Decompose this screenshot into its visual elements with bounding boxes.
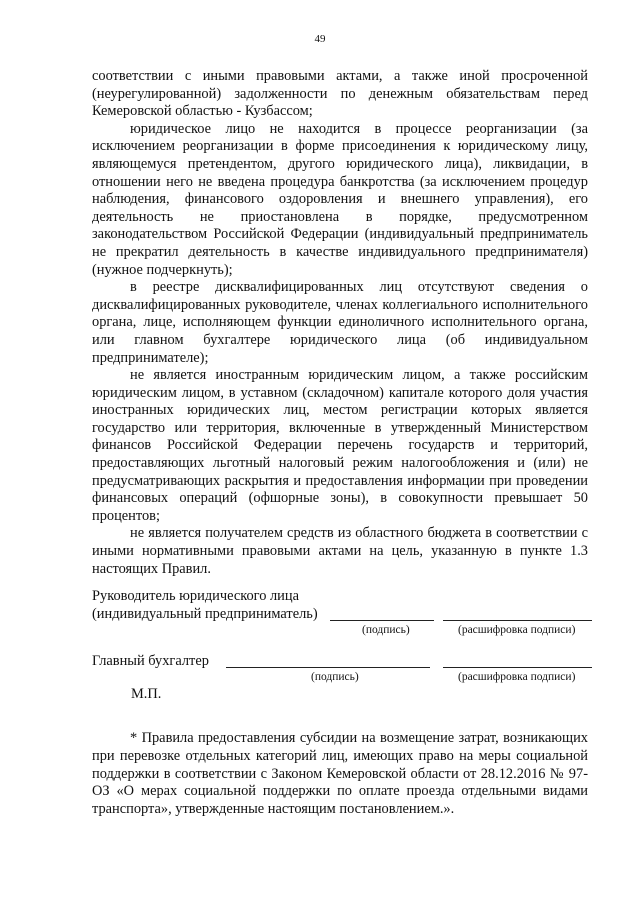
accountant-decryption-caption: (расшифровка подписи): [458, 671, 576, 683]
document-body: [92, 68, 588, 578]
paragraph-reorganization: юридическое лицо не находится в процессе реорганизации (за исключением реорганизации в форме присоединения к юридическому лицу, являющемуся претендентом, другого юридического лица), ликвидации, в отношении него не введена процедура банкротства (за исключением процедур наблюдения, финансового оздоровления и внешнего управления), его деятельность не приостановлена в порядке, предусмотренном законодательством Российской Федерации (индивидуальный предприниматель не прекратил деятельность в качестве индивидуального предпринимателя) (нужное подчеркнуть);: [92, 120, 588, 278]
paragraph-continuation: соответствии с иными правовыми актами, а также иной просроченной (неурегулированной) задолженности по денежным обязательствам перед Кемеровской областью - Кузбассом;: [92, 68, 588, 120]
accountant-label: Главный бухгалтер: [92, 653, 209, 669]
head-decryption-line[interactable]: [443, 606, 592, 621]
footnote-text: * Правила предоставления субсидии на возмещение затрат, возникающих при перевозке отдельных категорий лиц, имеющих право на меры социальной поддержки в соответствии с Законом Кемеровской области от 28.12.2016 № 97-ОЗ «О мерах социальной поддержки по оплате проезда отдельными видами транспорта», утвержденные настоящим постановлением.».: [92, 730, 588, 817]
paragraph-foreign-entity: не является иностранным юридическим лицом, а также российским юридическим лицом, в уставном (складочном) капитале которого доля участия иностранных юридических лиц, местом регистрации которых является государство или территория, включенные в утвержденный Министерством финансов Российской Федерации перечень государств и территорий, предоставляющих льготный налоговый режим налогообложения и (или) не предусматривающих раскрытия и предоставления информации при проведении финансовых операций (офшорные зоны), в совокупности превышает 50 процентов;: [92, 367, 588, 524]
accountant-decryption-line[interactable]: [443, 653, 592, 668]
head-label-line1: Руководитель юридического лица: [92, 588, 299, 604]
page-number: 49: [314, 33, 326, 45]
head-decryption-caption: (расшифровка подписи): [458, 624, 576, 636]
seal-label: М.П.: [131, 686, 162, 702]
footnote: [92, 716, 588, 833]
head-signature-block: [92, 588, 592, 605]
accountant-signature-line[interactable]: [226, 653, 430, 668]
head-signature-caption: (подпись): [362, 624, 410, 636]
paragraph-budget-funds: не является получателем средств из областного бюджета в соответствии с иными нормативными правовыми актами на цель, указанную в пункте 1.3 настоящих Правил.: [92, 525, 588, 577]
accountant-signature-caption: (подпись): [311, 671, 359, 683]
paragraph-disqualified-registry: в реестре дисквалифицированных лиц отсутствуют сведения о дисквалифицированных руководителе, членах коллегиального исполнительного органа, лице, исполняющем функции единоличного исполнительного органа, или главном бухгалтере юридического лица (об индивидуальном предпринимателе);: [92, 279, 588, 366]
head-label-line2: (индивидуальный предприниматель): [92, 606, 318, 622]
head-signature-line[interactable]: [330, 606, 434, 621]
seal-placeholder: [131, 686, 631, 703]
